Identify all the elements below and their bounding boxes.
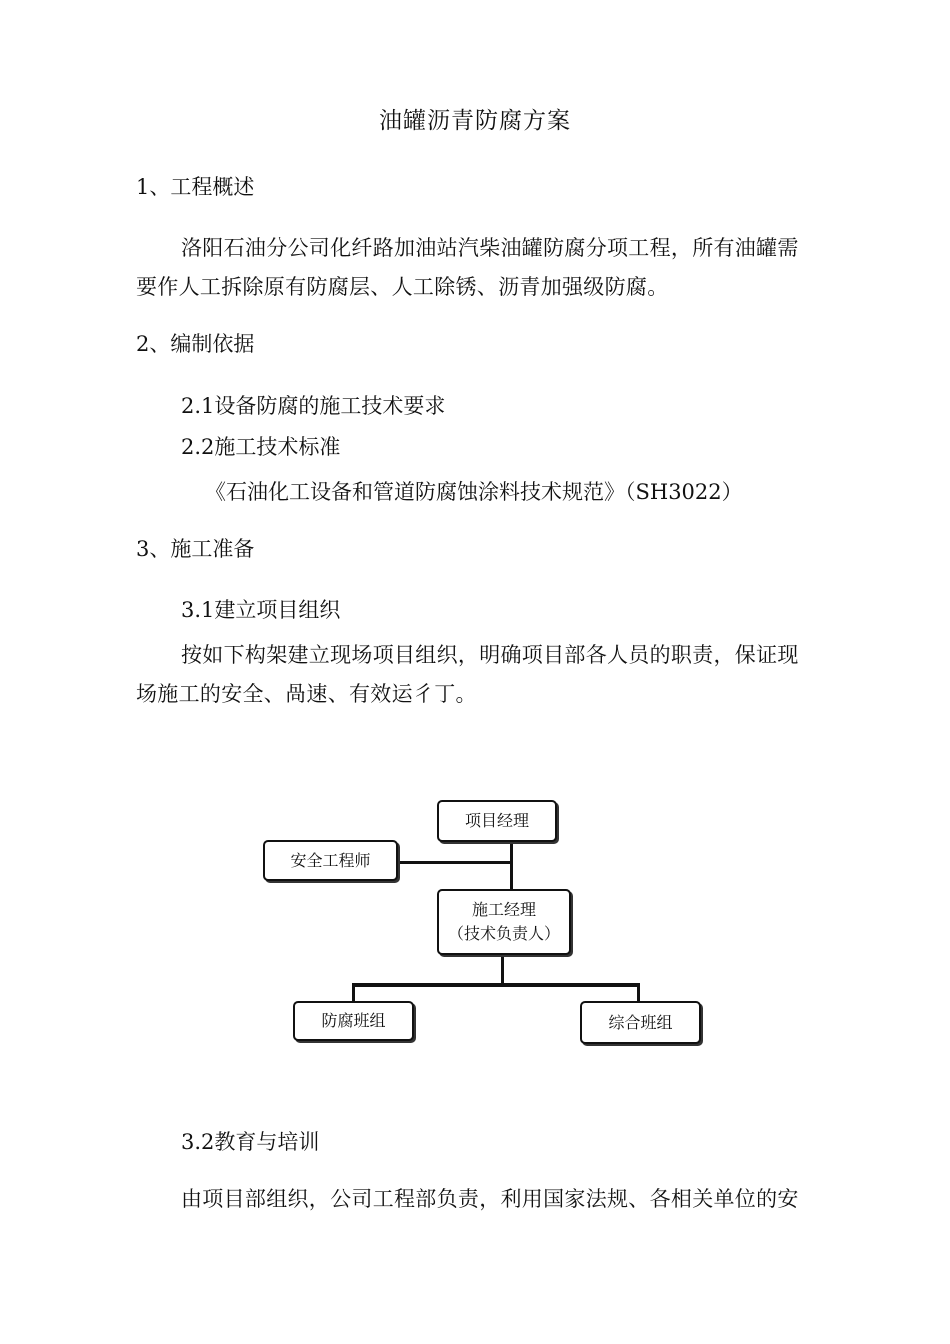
section3-para2-line1: 由项目部组织，公司工程部负责，利用国家法规、各相关单位的安 (181, 1187, 799, 1211)
section2-item1: 2.1设备防腐的施工技术要求 (181, 394, 446, 418)
connector-left-team (352, 983, 355, 1002)
section3-para-line1: 按如下构架建立现场项目组织，明确项目部各人员的职责，保证现 (181, 643, 799, 667)
section2-heading: 2、编制依据 (136, 332, 255, 356)
construction-manager-box (437, 889, 571, 955)
connector-pm-cm (510, 840, 513, 890)
general-team-box (580, 1001, 701, 1044)
safety-engineer-label: 安全工程师 (290, 850, 371, 870)
document-title: 油罐沥青防腐方案 (379, 108, 571, 134)
construction-manager-sublabel: （技术负责人） (447, 924, 560, 943)
anticorrosion-team-box (293, 1001, 414, 1041)
section2-item2: 2.2施工技术标准 (181, 435, 341, 459)
section3-item1: 3.1建立项目组织 (181, 598, 341, 622)
section1-heading: 1、工程概述 (136, 175, 255, 199)
anticorrosion-team-label: 防腐班组 (321, 1011, 386, 1030)
section3-item2: 3.2教育与培训 (181, 1130, 320, 1154)
connector-safety (396, 861, 513, 864)
project-manager-box (437, 800, 557, 842)
project-manager-label: 项目经理 (464, 811, 529, 830)
section3-para-line2: 场施工的安全、咼速、有效运彳丁。 (136, 682, 477, 706)
standard-reference: 《石油化工设备和管道防腐蚀涂料技术规范》（SH3022） (205, 480, 743, 504)
section1-para-line2: 要作人工拆除原有防腐层、人工除锈、沥青加强级防腐。 (136, 275, 669, 299)
general-team-label: 综合班组 (608, 1012, 673, 1032)
connector-right-team (637, 983, 640, 1002)
safety-engineer-box (263, 840, 398, 881)
section1-para-line1: 洛阳石油分公司化纤路加油站汽柴油罐防腐分项工程，所有油罐需 (181, 236, 799, 260)
section3-heading: 3、施工准备 (136, 537, 255, 561)
connector-horizontal (352, 983, 640, 987)
construction-manager-label: 施工经理 (471, 900, 536, 919)
connector-cm-down (501, 953, 504, 985)
